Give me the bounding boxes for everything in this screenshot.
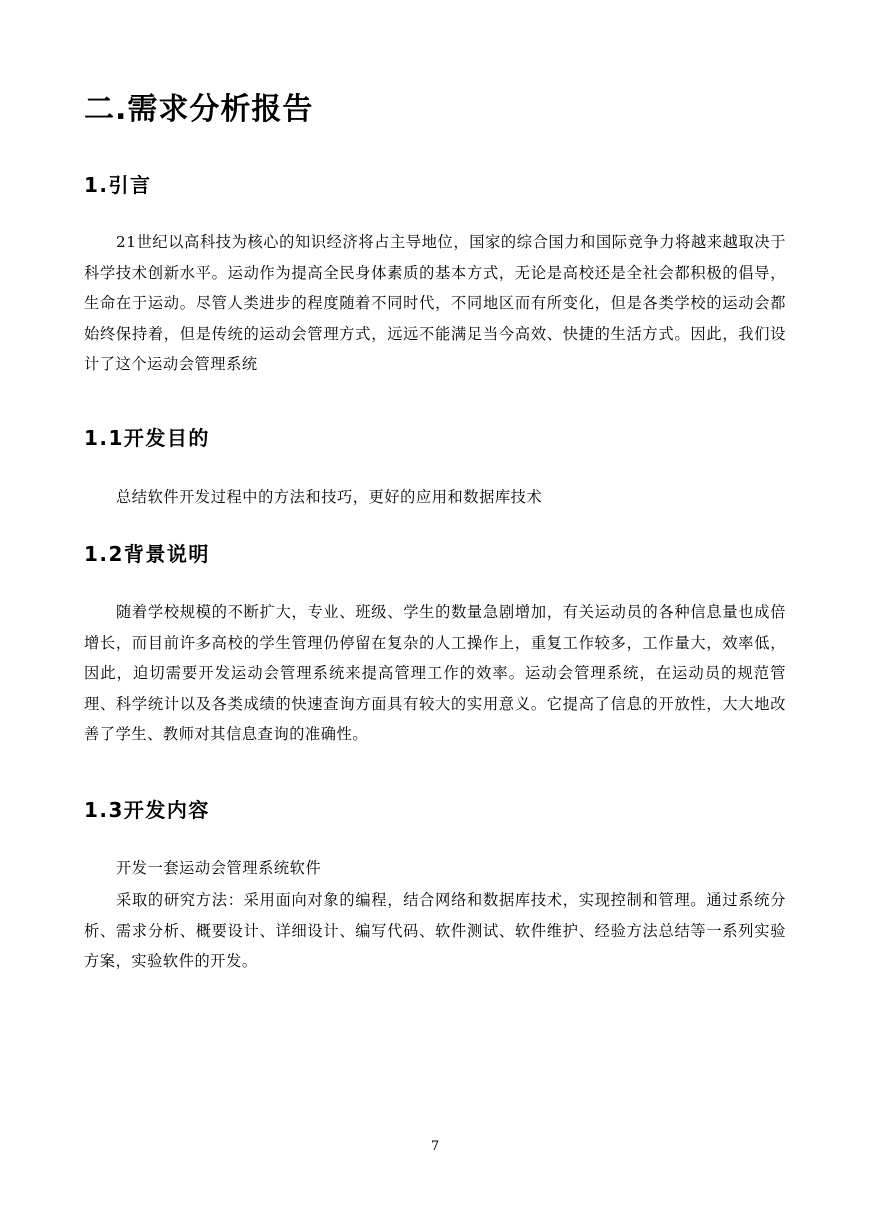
chapter-title: 二.需求分析报告 [84,92,314,127]
introduction-paragraph: 21世纪以高科技为核心的知识经济将占主导地位，国家的综合国力和国际竞争力将越来越取决于科学技术创新水平。运动作为提高全民身体素质的基本方式，无论是高校还是全社会都积极的倡导，生命在于运动。尽管人类进步的程度随着不同时代，不同地区而有所变化，但是各类学校的运动会都始终保持着，但是传统的运动会管理方式，远远不能满足当今高效、快捷的生活方式。因此，我们设计了这个运动会管理系统 [84,233,786,373]
section-heading-introduction: 1.引言 [84,173,152,197]
document-page [84,0,786,1228]
development-purpose-paragraph: 总结软件开发过程中的方法和技巧，更好的应用和数据库技术 [116,488,543,506]
page-number: 7 [430,1139,440,1154]
development-content-paragraph: 开发一套运动会管理系统软件 [116,859,322,877]
section-heading-development-purpose: 1.1开发目的 [84,426,210,450]
section-heading-background: 1.2背景说明 [84,542,210,566]
background-paragraph: 随着学校规模的不断扩大，专业、班级、学生的数量急剧增加，有关运动员的各种信息量也成倍增长，而目前许多高校的学生管理仍停留在复杂的人工操作上，重复工作较多，工作量大，效率低，因此，迫切需要开发运动会管理系统来提高管理工作的效率。运动会管理系统，在运动员的规范管理、科学统计以及各类成绩的快速查询方面具有较大的实用意义。它提高了信息的开放性，大大地改善了学生、教师对其信息查询的准确性。 [84,603,786,743]
section-heading-development-content: 1.3开发内容 [84,798,210,822]
research-method-paragraph: 采取的研究方法：采用面向对象的编程，结合网络和数据库技术，实现控制和管理。通过系统分析、需求分析、概要设计、详细设计、编写代码、软件测试、软件维护、经验方法总结等一系列实验方案，实验软件的开发。 [84,891,786,970]
